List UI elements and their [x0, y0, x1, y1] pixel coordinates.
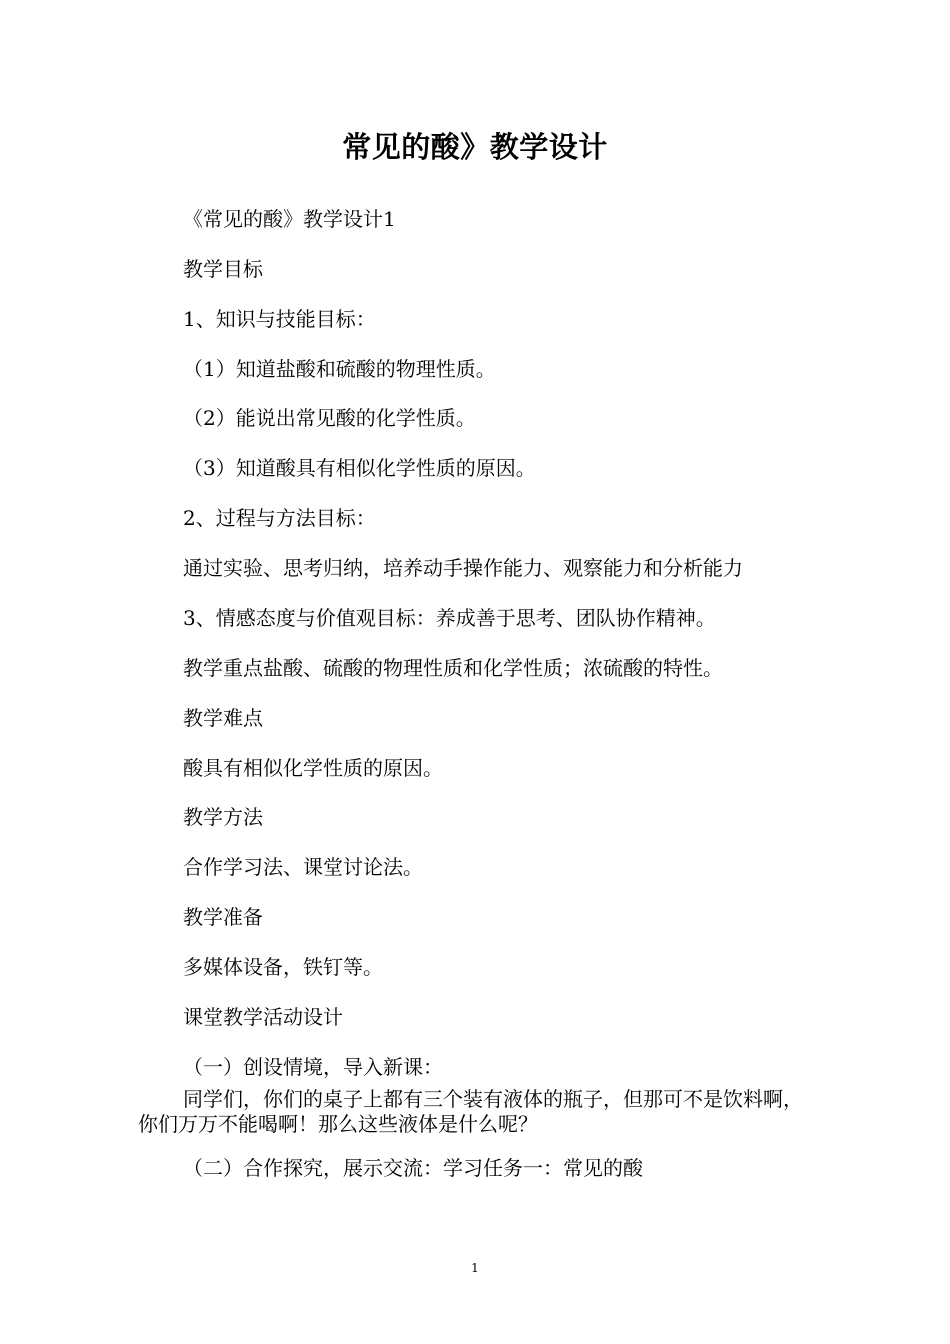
heading-preparation: 教学准备 [183, 905, 263, 929]
heading-section-two: （二）合作探究，展示交流：学习任务一：常见的酸 [183, 1156, 643, 1180]
paragraph-difficulties: 酸具有相似化学性质的原因。 [183, 756, 443, 780]
heading-process-method: 2、过程与方法目标： [183, 506, 376, 530]
paragraph-preparation: 多媒体设备，铁钉等。 [183, 955, 383, 979]
heading-knowledge-skills: 1、知识与技能目标： [183, 307, 376, 331]
heading-teaching-methods: 教学方法 [183, 805, 263, 829]
paragraph-process-method: 通过实验、思考归纳，培养动手操作能力、观察能力和分析能力 [183, 556, 743, 580]
page-number: 1 [471, 1261, 479, 1275]
list-item-objective-1: （1）知道盐酸和硫酸的物理性质。 [183, 357, 496, 381]
paragraph-subtitle: 《常见的酸》教学设计1 [183, 207, 396, 231]
list-item-objective-2: （2）能说出常见酸的化学性质。 [183, 406, 476, 430]
document-title: 常见的酸》教学设计 [342, 130, 608, 164]
paragraph-introduction: 同学们，你们的桌子上都有三个装有液体的瓶子，但那可不是饮料啊，你们万万不能喝啊！那么这些液体是什么呢？ [138, 1087, 803, 1136]
heading-difficulties: 教学难点 [183, 706, 263, 730]
paragraph-teaching-methods: 合作学习法、课堂讨论法。 [183, 855, 423, 879]
heading-teaching-objectives: 教学目标 [183, 257, 263, 281]
paragraph-key-points: 教学重点盐酸、硫酸的物理性质和化学性质；浓硫酸的特性。 [183, 656, 723, 680]
list-item-objective-3: （3）知道酸具有相似化学性质的原因。 [183, 456, 536, 480]
paragraph-emotion-values: 3、情感态度与价值观目标：养成善于思考、团队协作精神。 [183, 606, 716, 630]
heading-activity-design: 课堂教学活动设计 [183, 1005, 343, 1029]
heading-section-one: （一）创设情境，导入新课： [183, 1055, 443, 1079]
